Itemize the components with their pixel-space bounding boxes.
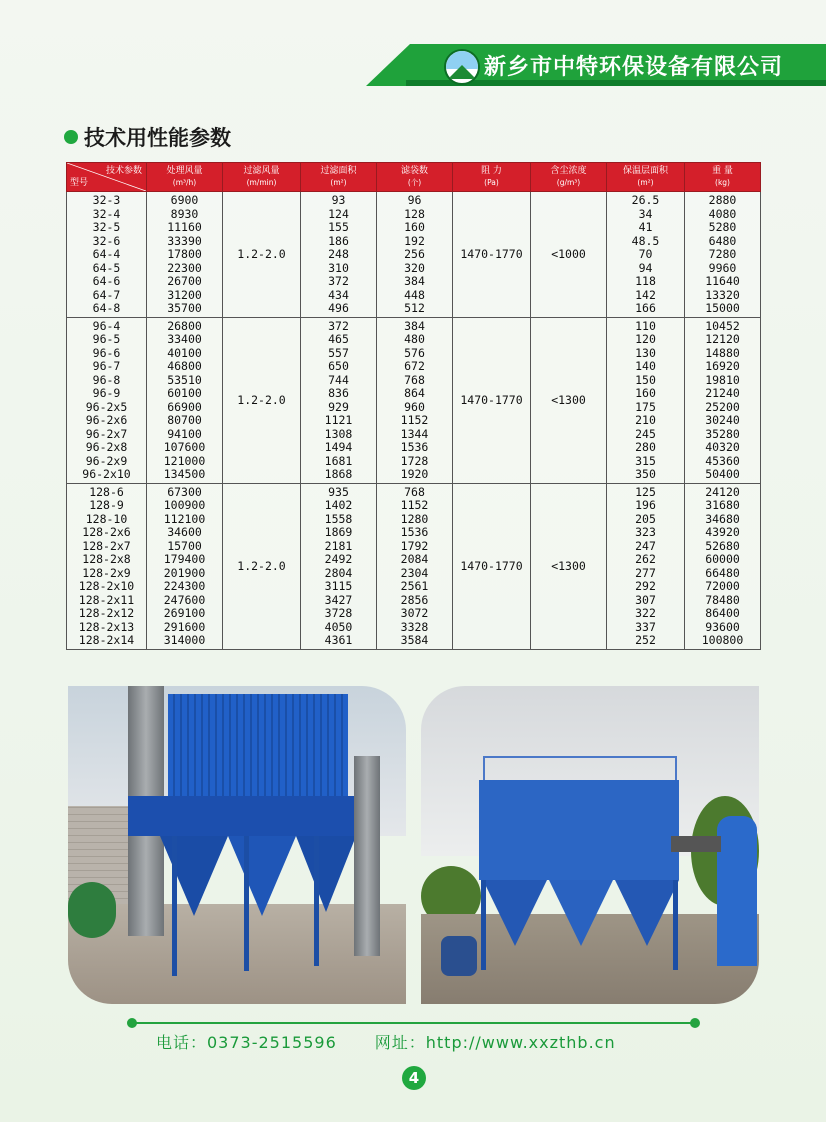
cell-airflow xyxy=(147,192,223,318)
filter_area-value: 836 xyxy=(328,386,349,400)
weight-value: 21240 xyxy=(705,386,740,400)
filter_area-value: 93 xyxy=(331,193,346,207)
weight-value: 40320 xyxy=(705,440,740,454)
airflow-value: 33400 xyxy=(167,332,202,346)
models-value: 96-8 xyxy=(92,372,121,387)
bags-value: 2561 xyxy=(400,579,429,593)
models-value: 64-6 xyxy=(92,274,121,288)
models-value: 96-2x9 xyxy=(85,453,128,468)
filter_area-value: 3728 xyxy=(324,606,353,620)
footer-dot-right xyxy=(690,1018,700,1028)
airflow-value: 134500 xyxy=(163,467,206,481)
filter_area-value: 3427 xyxy=(324,592,353,607)
models-value: 128-2x8 xyxy=(82,552,131,566)
weight-value: 60000 xyxy=(705,552,740,566)
cell-dust: <1000 xyxy=(531,192,607,318)
weight-value: 52680 xyxy=(705,538,740,553)
filter_area-value: 4361 xyxy=(324,633,353,647)
models-value: 128-2x12 xyxy=(78,606,135,620)
bags-value: 96 xyxy=(407,193,422,207)
weight-value: 9960 xyxy=(708,260,737,275)
spec-table xyxy=(66,162,761,650)
models-value: 128-2x14 xyxy=(78,633,135,647)
models-value: 128-2x7 xyxy=(82,538,131,553)
filter_area-value: 2492 xyxy=(324,552,353,566)
weight-value: 100800 xyxy=(701,633,744,647)
table-header-row xyxy=(67,163,761,192)
models-value: 32-3 xyxy=(92,193,121,207)
filter_area-value: 1681 xyxy=(324,453,353,468)
header-corner xyxy=(67,163,147,192)
filter_area-value: 3115 xyxy=(324,579,353,593)
insulation-value: 322 xyxy=(635,606,656,620)
weight-value: 14880 xyxy=(705,345,740,360)
airflow-value: 6900 xyxy=(170,193,199,207)
bags-value: 768 xyxy=(404,372,425,387)
bags-value: 960 xyxy=(404,399,425,414)
airflow-value: 66900 xyxy=(167,399,202,414)
insulation-value: 142 xyxy=(635,287,656,302)
cell-bags xyxy=(377,192,453,318)
weight-value: 12120 xyxy=(705,332,740,346)
weight-value: 7280 xyxy=(708,247,737,261)
header-insulation-area: 保温层面积 (m²) xyxy=(607,163,685,192)
weight-value: 5280 xyxy=(708,220,737,234)
weight-value: 24120 xyxy=(705,484,740,499)
bags-value: 1792 xyxy=(400,538,429,553)
insulation-value: 196 xyxy=(635,498,656,512)
insulation-value: 323 xyxy=(635,525,656,539)
cell-models xyxy=(67,192,147,318)
cell-resistance: 1470-1770 xyxy=(453,317,531,483)
models-value: 64-5 xyxy=(92,260,121,275)
bags-value: 384 xyxy=(404,274,425,288)
cell-resistance: 1470-1770 xyxy=(453,192,531,318)
insulation-value: 277 xyxy=(635,565,656,580)
header-corner-params: 技术参数 xyxy=(105,166,142,176)
insulation-value: 205 xyxy=(635,511,656,526)
cell-filter_velocity: 1.2-2.0 xyxy=(223,483,301,649)
bags-value: 512 xyxy=(404,301,425,315)
airflow-value: 80700 xyxy=(167,413,202,427)
bags-value: 128 xyxy=(404,206,425,221)
weight-value: 25200 xyxy=(705,399,740,414)
airflow-value: 100900 xyxy=(163,498,206,512)
bags-value: 3584 xyxy=(400,633,429,647)
insulation-value: 280 xyxy=(635,440,656,454)
models-value: 128-6 xyxy=(89,484,124,499)
bags-value: 3328 xyxy=(400,619,429,634)
bags-value: 1920 xyxy=(400,467,429,481)
airflow-value: 8930 xyxy=(170,206,199,221)
models-value: 128-9 xyxy=(89,498,124,512)
cell-weight xyxy=(685,483,761,649)
airflow-value: 121000 xyxy=(163,453,206,468)
bags-value: 192 xyxy=(404,233,425,248)
insulation-value: 70 xyxy=(638,247,653,261)
header-filter-velocity: 过滤风量 (m/min) xyxy=(223,163,301,192)
bags-value: 1536 xyxy=(400,440,429,454)
filter_area-value: 310 xyxy=(328,260,349,275)
weight-value: 30240 xyxy=(705,413,740,427)
insulation-value: 210 xyxy=(635,413,656,427)
insulation-value: 160 xyxy=(635,386,656,400)
bullet-icon xyxy=(64,130,78,144)
bags-value: 2856 xyxy=(400,592,429,607)
airflow-value: 53510 xyxy=(167,372,202,387)
bags-value: 2304 xyxy=(400,565,429,580)
weight-value: 93600 xyxy=(705,619,740,634)
filter_area-value: 496 xyxy=(328,301,349,315)
airflow-value: 33390 xyxy=(167,233,202,248)
bags-value: 576 xyxy=(404,345,425,360)
photo-dust-collector-right xyxy=(421,686,759,1004)
filter_area-value: 155 xyxy=(328,220,349,234)
airflow-value: 247600 xyxy=(163,592,206,607)
photo-dust-collector-left xyxy=(68,686,406,1004)
models-value: 128-2x11 xyxy=(78,592,135,607)
filter_area-value: 1308 xyxy=(324,426,353,441)
insulation-value: 252 xyxy=(635,633,656,647)
airflow-value: 11160 xyxy=(167,220,202,234)
insulation-value: 245 xyxy=(635,426,656,441)
bags-value: 1728 xyxy=(400,453,429,468)
insulation-value: 125 xyxy=(635,484,656,499)
weight-value: 86400 xyxy=(705,606,740,620)
bags-value: 448 xyxy=(404,287,425,302)
filter_area-value: 650 xyxy=(328,359,349,373)
models-value: 32-6 xyxy=(92,233,121,248)
models-value: 96-6 xyxy=(92,345,121,360)
cell-weight xyxy=(685,317,761,483)
airflow-value: 15700 xyxy=(167,538,202,553)
bags-value: 672 xyxy=(404,359,425,373)
weight-value: 13320 xyxy=(705,287,740,302)
models-value: 64-4 xyxy=(92,247,121,261)
header-resistance: 阻 力 (Pa) xyxy=(453,163,531,192)
airflow-value: 179400 xyxy=(163,552,206,566)
table-row-group xyxy=(67,192,761,318)
phone-text: 电话：0373-2515596 xyxy=(156,1033,337,1052)
insulation-value: 110 xyxy=(635,318,656,333)
header-weight: 重 量 (kg) xyxy=(685,163,761,192)
models-value: 128-2x10 xyxy=(78,579,135,593)
filter_area-value: 2804 xyxy=(324,565,353,580)
cell-filter_area xyxy=(301,483,377,649)
company-logo-icon xyxy=(444,49,480,85)
airflow-value: 17800 xyxy=(167,247,202,261)
weight-value: 45360 xyxy=(705,453,740,468)
cell-models xyxy=(67,317,147,483)
airflow-value: 22300 xyxy=(167,260,202,275)
cell-insulation xyxy=(607,317,685,483)
models-value: 96-5 xyxy=(92,332,121,346)
filter_area-value: 4050 xyxy=(324,619,353,634)
airflow-value: 201900 xyxy=(163,565,206,580)
header-bag-count: 滤袋数 (个) xyxy=(377,163,453,192)
weight-value: 19810 xyxy=(705,372,740,387)
models-value: 96-2x8 xyxy=(85,440,128,454)
insulation-value: 262 xyxy=(635,552,656,566)
filter_area-value: 465 xyxy=(328,332,349,346)
airflow-value: 40100 xyxy=(167,345,202,360)
insulation-value: 166 xyxy=(635,301,656,315)
weight-value: 4080 xyxy=(708,206,737,221)
filter_area-value: 2181 xyxy=(324,538,353,553)
company-name: 新乡市中特环保设备有限公司 xyxy=(484,55,784,80)
airflow-value: 46800 xyxy=(167,359,202,373)
airflow-value: 60100 xyxy=(167,386,202,400)
models-value: 96-2x5 xyxy=(85,399,128,414)
cell-resistance: 1470-1770 xyxy=(453,483,531,649)
cell-insulation xyxy=(607,483,685,649)
airflow-value: 67300 xyxy=(167,484,202,499)
weight-value: 72000 xyxy=(705,579,740,593)
filter_area-value: 935 xyxy=(328,484,349,499)
filter_area-value: 372 xyxy=(328,318,349,333)
cell-airflow xyxy=(147,483,223,649)
models-value: 128-10 xyxy=(85,511,128,526)
cell-weight xyxy=(685,192,761,318)
insulation-value: 94 xyxy=(638,260,653,275)
cell-filter_area xyxy=(301,192,377,318)
bags-value: 160 xyxy=(404,220,425,234)
models-value: 96-2x7 xyxy=(85,426,128,441)
insulation-value: 292 xyxy=(635,579,656,593)
bags-value: 1152 xyxy=(400,498,429,512)
weight-value: 66480 xyxy=(705,565,740,580)
airflow-value: 26800 xyxy=(167,318,202,333)
insulation-value: 130 xyxy=(635,345,656,360)
cell-filter_area xyxy=(301,317,377,483)
bags-value: 384 xyxy=(404,318,425,333)
filter_area-value: 557 xyxy=(328,345,349,360)
models-value: 96-4 xyxy=(92,318,121,333)
bags-value: 2084 xyxy=(400,552,429,566)
cell-bags xyxy=(377,317,453,483)
filter_area-value: 1121 xyxy=(324,413,353,427)
insulation-value: 41 xyxy=(638,220,653,234)
bags-value: 256 xyxy=(404,247,425,261)
website-link[interactable]: 网址：http://www.xxzthb.cn xyxy=(374,1033,616,1052)
filter_area-value: 1869 xyxy=(324,525,353,539)
bags-value: 1152 xyxy=(400,413,429,427)
airflow-value: 107600 xyxy=(163,440,206,454)
insulation-value: 120 xyxy=(635,332,656,346)
weight-value: 10452 xyxy=(705,318,740,333)
filter_area-value: 929 xyxy=(328,399,349,414)
header-corner-model: 型号 xyxy=(70,178,89,188)
page-number: 4 xyxy=(402,1066,426,1090)
cell-filter_velocity: 1.2-2.0 xyxy=(223,192,301,318)
bags-value: 768 xyxy=(404,484,425,499)
cell-airflow xyxy=(147,317,223,483)
footer-divider xyxy=(132,1022,692,1024)
header-dust-concentration: 含尘浓度 (g/m³) xyxy=(531,163,607,192)
filter_area-value: 434 xyxy=(328,287,349,302)
header-airflow: 处理风量 (m³/h) xyxy=(147,163,223,192)
cell-bags xyxy=(377,483,453,649)
models-value: 96-2x6 xyxy=(85,413,128,427)
airflow-value: 112100 xyxy=(163,511,206,526)
bags-value: 1280 xyxy=(400,511,429,526)
bags-value: 3072 xyxy=(400,606,429,620)
weight-value: 43920 xyxy=(705,525,740,539)
insulation-value: 150 xyxy=(635,372,656,387)
filter_area-value: 186 xyxy=(328,233,349,248)
weight-value: 6480 xyxy=(708,233,737,248)
weight-value: 11640 xyxy=(705,274,740,288)
insulation-value: 26.5 xyxy=(631,193,660,207)
insulation-value: 337 xyxy=(635,619,656,634)
insulation-value: 140 xyxy=(635,359,656,373)
airflow-value: 269100 xyxy=(163,606,206,620)
weight-value: 31680 xyxy=(705,498,740,512)
filter_area-value: 1558 xyxy=(324,511,353,526)
models-value: 96-9 xyxy=(92,386,121,400)
airflow-value: 35700 xyxy=(167,301,202,315)
weight-value: 16920 xyxy=(705,359,740,373)
models-value: 128-2x6 xyxy=(82,525,131,539)
bags-value: 320 xyxy=(404,260,425,275)
cell-dust: <1300 xyxy=(531,483,607,649)
bags-value: 1536 xyxy=(400,525,429,539)
airflow-value: 31200 xyxy=(167,287,202,302)
models-value: 32-5 xyxy=(92,220,121,234)
models-value: 128-2x9 xyxy=(82,565,131,580)
cell-dust: <1300 xyxy=(531,317,607,483)
insulation-value: 350 xyxy=(635,467,656,481)
models-value: 32-4 xyxy=(92,206,121,221)
weight-value: 2880 xyxy=(708,193,737,207)
airflow-value: 94100 xyxy=(167,426,202,441)
weight-value: 34680 xyxy=(705,511,740,526)
header-filter-area: 过滤面积 (m²) xyxy=(301,163,377,192)
models-value: 64-8 xyxy=(92,301,121,315)
models-value: 96-2x10 xyxy=(82,467,131,481)
airflow-value: 224300 xyxy=(163,579,206,593)
bags-value: 1344 xyxy=(400,426,429,441)
contact-info xyxy=(156,1030,616,1053)
filter_area-value: 124 xyxy=(328,206,349,221)
table-row-group xyxy=(67,483,761,649)
insulation-value: 247 xyxy=(635,538,656,553)
insulation-value: 307 xyxy=(635,592,656,607)
filter_area-value: 248 xyxy=(328,247,349,261)
filter_area-value: 1868 xyxy=(324,467,353,481)
insulation-value: 34 xyxy=(638,206,653,221)
airflow-value: 34600 xyxy=(167,525,202,539)
filter_area-value: 372 xyxy=(328,274,349,288)
insulation-value: 315 xyxy=(635,453,656,468)
cell-insulation xyxy=(607,192,685,318)
airflow-value: 314000 xyxy=(163,633,206,647)
section-heading xyxy=(64,122,231,152)
bags-value: 480 xyxy=(404,332,425,346)
cell-filter_velocity: 1.2-2.0 xyxy=(223,317,301,483)
weight-value: 50400 xyxy=(705,467,740,481)
weight-value: 78480 xyxy=(705,592,740,607)
models-value: 64-7 xyxy=(92,287,121,302)
filter_area-value: 744 xyxy=(328,372,349,387)
bags-value: 864 xyxy=(404,386,425,400)
airflow-value: 26700 xyxy=(167,274,202,288)
insulation-value: 48.5 xyxy=(631,233,660,248)
weight-value: 35280 xyxy=(705,426,740,441)
weight-value: 15000 xyxy=(705,301,740,315)
cell-models xyxy=(67,483,147,649)
filter_area-value: 1402 xyxy=(324,498,353,512)
models-value: 96-7 xyxy=(92,359,121,373)
filter_area-value: 1494 xyxy=(324,440,353,454)
header-banner xyxy=(366,44,826,86)
section-title-text: 技术用性能参数 xyxy=(84,126,231,150)
insulation-value: 118 xyxy=(635,274,656,288)
insulation-value: 175 xyxy=(635,399,656,414)
table-row-group xyxy=(67,317,761,483)
models-value: 128-2x13 xyxy=(78,619,135,634)
airflow-value: 291600 xyxy=(163,619,206,634)
